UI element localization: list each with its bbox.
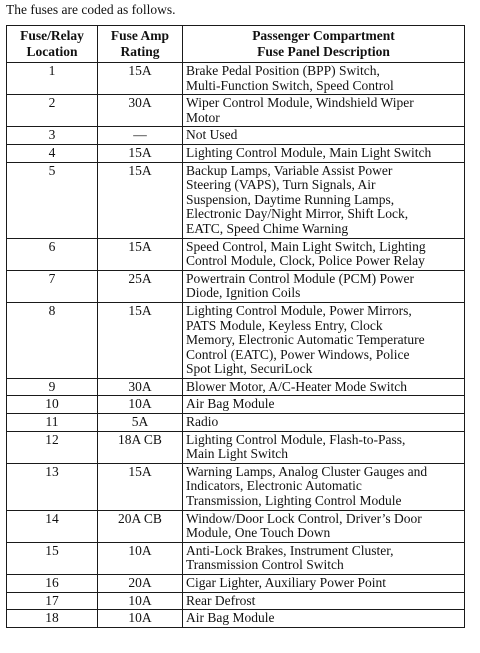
table-row — [7, 431, 465, 463]
fuse-description — [183, 414, 465, 432]
fuse-amp-rating: 10A — [98, 542, 183, 574]
fuse-description — [183, 95, 465, 127]
fuse-amp-rating: 25A — [98, 270, 183, 302]
fuse-description-line: Brake Pedal Position (BPP) Switch, — [186, 63, 380, 78]
fuse-description-line: Radio — [186, 414, 219, 430]
fuse-description-line: Powertrain Control Module (PCM) Power — [186, 270, 414, 286]
fuse-amp-rating: 15A — [98, 162, 183, 238]
fuse-description-line: Lighting Control Module, Power Mirrors, — [186, 302, 412, 318]
fuse-amp-rating: 30A — [98, 95, 183, 127]
fuse-amp-rating: 15A — [98, 238, 183, 270]
fuse-amp-rating: 18A CB — [98, 431, 183, 463]
fuse-location: 13 — [7, 463, 98, 510]
table-row — [7, 270, 465, 302]
fuse-description-line: PATS Module, Keyless Entry, Clock — [186, 317, 383, 333]
fuse-table — [6, 25, 465, 628]
fuse-description-line: Blower Motor, A/C-Heater Mode Switch — [186, 378, 408, 394]
table-row — [7, 302, 465, 378]
fuse-description — [183, 127, 465, 145]
fuse-description-line: Motor — [186, 109, 220, 125]
fuse-description — [183, 238, 465, 270]
fuse-description-line: Window/Door Lock Control, Driver’s Door — [186, 510, 422, 526]
table-row — [7, 127, 465, 145]
header-description-line: Passenger Compartment — [252, 28, 395, 43]
fuse-description — [183, 542, 465, 574]
fuse-description-line: Memory, Electronic Automatic Temperature — [186, 332, 425, 348]
fuse-description-line: Diode, Ignition Coils — [186, 285, 301, 301]
table-row — [7, 63, 465, 95]
fuse-location: 14 — [7, 510, 98, 542]
fuse-description — [183, 396, 465, 414]
fuse-location: 9 — [7, 378, 98, 396]
fuse-description-line: Module, One Touch Down — [186, 525, 331, 541]
fuse-amp-rating: 5A — [98, 414, 183, 432]
table-row — [7, 463, 465, 510]
fuse-location: 18 — [7, 610, 98, 628]
header-rating — [98, 26, 183, 63]
fuse-amp-rating: 30A — [98, 378, 183, 396]
fuse-description-line: Spot Light, SecuriLock — [186, 361, 313, 377]
fuse-description-line: Electronic Day/Night Mirror, Shift Lock, — [186, 206, 409, 222]
fuse-description-line: Backup Lamps, Variable Assist Power — [186, 162, 393, 178]
header-rating-line: Rating — [120, 43, 160, 59]
fuse-amp-rating: 10A — [98, 592, 183, 610]
table-row — [7, 95, 465, 127]
header-location-line: Location — [26, 43, 78, 59]
fuse-rows — [7, 63, 465, 628]
fuse-amp-rating: 20A CB — [98, 510, 183, 542]
intro-text: The fuses are coded as follows. — [6, 2, 176, 17]
fuse-description — [183, 270, 465, 302]
fuse-description-line: Wiper Control Module, Windshield Wiper — [186, 95, 414, 111]
fuse-description-line: EATC, Speed Chime Warning — [186, 220, 349, 236]
fuse-location: 15 — [7, 542, 98, 574]
fuse-description-line: Transmission, Lighting Control Module — [186, 493, 402, 509]
header-location — [7, 26, 98, 63]
fuse-description — [183, 575, 465, 593]
table-row — [7, 414, 465, 432]
fuse-description-line: Main Light Switch — [186, 446, 288, 462]
fuse-description-line: Rear Defrost — [186, 592, 256, 608]
table-row — [7, 542, 465, 574]
fuse-description-line: Indicators, Electronic Automatic — [186, 478, 362, 494]
fuse-amp-rating: 15A — [98, 302, 183, 378]
fuse-description-line: Suspension, Daytime Running Lamps, — [186, 191, 395, 207]
table-row — [7, 378, 465, 396]
fuse-amp-rating: 15A — [98, 63, 183, 95]
fuse-description-line: Speed Control, Main Light Switch, Lighting — [186, 238, 426, 254]
fuse-description-line: Not Used — [186, 127, 238, 143]
fuse-location: 11 — [7, 414, 98, 432]
fuse-description-line: Steering (VAPS), Turn Signals, Air — [186, 177, 376, 193]
fuse-location: 5 — [7, 162, 98, 238]
fuse-description-line: Lighting Control Module, Flash-to-Pass, — [186, 431, 406, 447]
fuse-description — [183, 431, 465, 463]
fuse-location: 7 — [7, 270, 98, 302]
fuse-description-line: Warning Lamps, Analog Cluster Gauges and — [186, 463, 428, 479]
fuse-amp-rating: 20A — [98, 575, 183, 593]
fuse-amp-rating: — — [98, 127, 183, 145]
header-description-line: Fuse Panel Description — [257, 43, 390, 59]
fuse-description-line: Cigar Lighter, Auxiliary Power Point — [186, 575, 387, 590]
fuse-location: 17 — [7, 592, 98, 610]
fuse-description-line: Control Module, Clock, Police Power Relay — [186, 253, 425, 269]
fuse-location: 6 — [7, 238, 98, 270]
fuse-description-line: Air Bag Module — [186, 396, 275, 412]
fuse-description-line: Air Bag Module — [186, 610, 275, 626]
fuse-location: 1 — [7, 63, 98, 95]
fuse-description — [183, 63, 465, 95]
fuse-amp-rating: 15A — [98, 463, 183, 510]
fuse-description — [183, 463, 465, 510]
table-row — [7, 144, 465, 162]
fuse-description — [183, 510, 465, 542]
fuse-amp-rating: 10A — [98, 610, 183, 628]
fuse-description-line: Multi-Function Switch, Speed Control — [186, 77, 394, 93]
table-row — [7, 510, 465, 542]
fuse-description — [183, 378, 465, 396]
fuse-location: 2 — [7, 95, 98, 127]
fuse-description — [183, 592, 465, 610]
fuse-location: 16 — [7, 575, 98, 593]
fuse-description-line: Anti-Lock Brakes, Instrument Cluster, — [186, 542, 394, 558]
table-row — [7, 592, 465, 610]
header-description — [183, 26, 465, 63]
fuse-description — [183, 302, 465, 378]
fuse-description — [183, 610, 465, 628]
fuse-description-line: Transmission Control Switch — [186, 557, 344, 573]
fuse-location: 8 — [7, 302, 98, 378]
fuse-amp-rating: 10A — [98, 396, 183, 414]
header-location-line: Fuse/Relay — [20, 28, 84, 43]
fuse-description-line: Control (EATC), Power Windows, Police — [186, 346, 410, 362]
fuse-amp-rating: 15A — [98, 144, 183, 162]
fuse-location: 10 — [7, 396, 98, 414]
fuse-location: 12 — [7, 431, 98, 463]
fuse-location: 4 — [7, 144, 98, 162]
table-row — [7, 610, 465, 628]
table-row — [7, 162, 465, 238]
header-row — [7, 26, 465, 63]
fuse-description-line: Lighting Control Module, Main Light Switch — [186, 144, 432, 160]
fuse-description — [183, 144, 465, 162]
table-row — [7, 396, 465, 414]
fuse-description — [183, 162, 465, 238]
fuse-location: 3 — [7, 127, 98, 145]
table-row — [7, 238, 465, 270]
table-row — [7, 575, 465, 593]
header-rating-line: Fuse Amp — [110, 28, 170, 43]
